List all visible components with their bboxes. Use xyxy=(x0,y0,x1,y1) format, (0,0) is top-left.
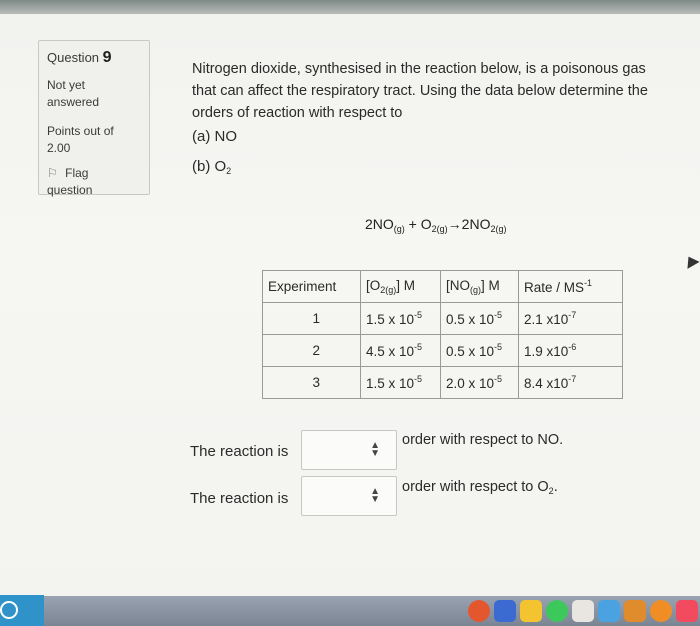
table-row xyxy=(263,335,623,367)
header-no-text: [NO xyxy=(446,278,471,293)
eq-term: 2NO xyxy=(461,216,491,232)
header-rate xyxy=(519,271,623,303)
eq-sub: 2(g) xyxy=(431,224,448,234)
cell-rate-exp: -6 xyxy=(568,342,577,352)
cell-rate-val: 1.9 x10 xyxy=(524,344,569,359)
cell-no xyxy=(441,303,519,335)
answer-suffix-2 xyxy=(402,479,558,496)
cell-no-val: 0.5 x 10 xyxy=(446,344,495,359)
updown-arrows-icon: ▲ ▼ xyxy=(370,440,380,459)
header-rate-sup: -1 xyxy=(584,278,593,288)
cell-rate xyxy=(519,303,623,335)
cell-rate-val: 2.1 x10 xyxy=(524,312,569,327)
app-icon[interactable] xyxy=(624,600,646,622)
rate-data-table xyxy=(262,270,623,399)
status-line-1: Not yet xyxy=(47,78,86,92)
dock-app-icon[interactable] xyxy=(0,595,44,626)
part-a: (a) NO xyxy=(192,128,237,145)
chrome-app-icon[interactable] xyxy=(468,600,490,622)
cell-o2-val: 1.5 x 10 xyxy=(366,376,415,391)
cell-no-exp: -5 xyxy=(494,374,503,384)
part-b xyxy=(192,158,231,176)
cell-o2 xyxy=(361,335,441,367)
flag-question-link[interactable] xyxy=(47,165,141,199)
points-line-1: Points out of xyxy=(47,124,114,138)
cell-rate-val: 8.4 x10 xyxy=(524,376,569,391)
cell-o2-val: 4.5 x 10 xyxy=(366,344,415,359)
eq-arrow: → xyxy=(447,216,462,232)
header-o2 xyxy=(361,271,441,303)
mail-app-icon[interactable] xyxy=(572,600,594,622)
cell-o2-exp: -5 xyxy=(414,374,423,384)
cell-no-exp: -5 xyxy=(494,310,503,320)
dock-bar xyxy=(0,596,700,626)
messages-app-icon[interactable] xyxy=(546,600,568,622)
flag-line-1: Flag xyxy=(65,166,89,180)
header-o2-sub: 2(g) xyxy=(380,285,397,295)
cell-o2-exp: -5 xyxy=(414,310,423,320)
cell-exp: 2 xyxy=(263,335,361,367)
updown-arrows-icon: ▲ ▼ xyxy=(370,486,380,505)
answer-label-1: The reaction is xyxy=(190,443,289,460)
cell-o2-val: 1.5 x 10 xyxy=(366,312,415,327)
cell-exp: 1 xyxy=(263,303,361,335)
cell-rate-exp: -7 xyxy=(568,310,577,320)
cell-no xyxy=(441,367,519,399)
app-icon[interactable] xyxy=(650,600,672,622)
reaction-equation xyxy=(365,216,506,234)
grid-app-icon[interactable] xyxy=(520,600,542,622)
cell-no-val: 2.0 x 10 xyxy=(446,376,495,391)
cell-exp: 3 xyxy=(263,367,361,399)
cell-no xyxy=(441,335,519,367)
flag-line-2: question xyxy=(47,183,93,197)
question-label: Question xyxy=(47,50,100,65)
cell-o2 xyxy=(361,367,441,399)
status-line-2: answered xyxy=(47,95,100,109)
cell-rate xyxy=(519,335,623,367)
header-no-unit: ] M xyxy=(481,278,500,293)
table-row xyxy=(263,367,623,399)
app-icon[interactable] xyxy=(598,600,620,622)
eq-sub: 2(g) xyxy=(490,224,507,234)
answer-label-2: The reaction is xyxy=(190,490,289,507)
points-line-2: 2.00 xyxy=(47,141,71,155)
header-experiment: Experiment xyxy=(263,271,361,303)
table-row xyxy=(263,303,623,335)
answer-suffix-1: order with respect to NO. xyxy=(402,432,564,448)
cell-no-val: 0.5 x 10 xyxy=(446,312,495,327)
music-app-icon[interactable] xyxy=(676,600,698,622)
question-points xyxy=(47,123,141,157)
cell-no-exp: -5 xyxy=(494,342,503,352)
eq-sub: (g) xyxy=(393,224,405,234)
suffix-text: order with respect to O xyxy=(402,479,549,495)
table-header-row xyxy=(263,271,623,303)
header-o2-unit: ] M xyxy=(396,278,416,293)
cell-o2 xyxy=(361,303,441,335)
cell-o2-exp: -5 xyxy=(414,342,423,352)
header-no-sub: (g) xyxy=(470,285,482,295)
header-o2-text: [O xyxy=(366,278,381,293)
part-b-sub: 2 xyxy=(226,166,232,176)
suffix-period: . xyxy=(553,479,558,495)
part-b-text: (b) O xyxy=(192,158,227,175)
question-status xyxy=(47,77,141,111)
cell-rate-exp: -7 xyxy=(568,374,577,384)
question-text: Nitrogen dioxide, synthesised in the reaction below, is a poisonous gas that can affect the respiratory tract. Using the data below determine the orders of reaction with respect to xyxy=(192,61,648,121)
question-number xyxy=(47,49,141,67)
app-circle-icon xyxy=(0,601,18,619)
order-o2-select[interactable] xyxy=(301,476,397,516)
header-no xyxy=(441,271,519,303)
question-number-value: 9 xyxy=(102,49,112,66)
cell-rate xyxy=(519,367,623,399)
flag-icon: ⚐ xyxy=(47,166,58,180)
header-rate-text: Rate / MS xyxy=(524,280,585,295)
eq-term: 2NO xyxy=(365,216,394,232)
eq-term: + O xyxy=(404,216,432,232)
order-no-select[interactable] xyxy=(301,430,397,470)
app-icon[interactable] xyxy=(494,600,516,622)
suffix-sub: 2 xyxy=(548,486,554,496)
question-info-box xyxy=(38,40,150,195)
